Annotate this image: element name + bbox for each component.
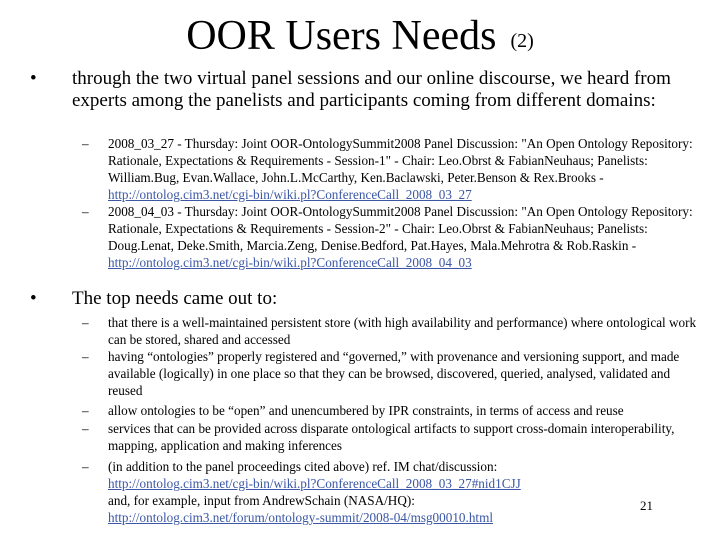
session-link[interactable]: http://ontolog.cim3.net/cgi-bin/wiki.pl?ConferenceCall_2008_03_27 (108, 187, 472, 202)
dash-marker: – (82, 459, 89, 474)
page-number: 21 (640, 498, 653, 513)
session-text: 2008_03_27 - Thursday: Joint OOR-OntologySummit2008 Panel Discussion: "An Open Ontology Repository: Rationale, Expectations & Requirements - Session-1" - Chair: Leo.Obrst & FabianNeuhaus; Panelists: William.Bug, Evan.Wallace, John.L.McCarthy, Ken.Baclawski, Peter.Benson & Rex.Brooks - (108, 136, 693, 185)
session-link[interactable]: http://ontolog.cim3.net/cgi-bin/wiki.pl?ConferenceCall_2008_04_03 (108, 255, 472, 270)
need-text: that there is a well-maintained persistent store (with high availability and performance) where ontological work can be stored, shared and accessed (108, 315, 697, 347)
im-chat-link[interactable]: http://ontolog.cim3.net/cgi-bin/wiki.pl?ConferenceCall_2008_03_27#nid1CJJ (108, 476, 521, 491)
forum-link[interactable]: http://ontolog.cim3.net/forum/ontology-summit/2008-04/msg00010.html (108, 510, 493, 525)
bullet-text: The top needs came out to: (72, 288, 278, 309)
need-text: allow ontologies to be “open” and unencumbered by IPR constraints, in terms of access and reuse (108, 403, 624, 418)
bullet-panel-sessions (30, 68, 690, 112)
bullet-text: through the two virtual panel sessions and our online discourse, we heard from experts among the panelists and participants coming from different domains: (72, 68, 671, 111)
dash-marker: – (82, 204, 89, 219)
need-item-3 (82, 402, 702, 419)
dash-marker: – (82, 315, 89, 330)
dash-marker: – (82, 136, 89, 151)
need-text: services that can be provided across disparate ontological artifacts to support cross-domain interoperability, mapping, application and making inferences (108, 421, 675, 453)
slide-title (0, 10, 720, 67)
need-item-4 (82, 420, 702, 454)
bullet-marker: • (30, 288, 37, 309)
session-item-2 (82, 203, 702, 271)
need-text-continued: and, for example, input from AndrewSchain (NASA/HQ): (108, 493, 415, 508)
need-item-1 (82, 314, 702, 348)
dash-marker: – (82, 421, 89, 436)
dash-marker: – (82, 349, 89, 364)
bullet-marker: • (30, 68, 37, 89)
need-text: (in addition to the panel proceedings cited above) ref. IM chat/discussion: (108, 459, 498, 474)
need-item-5 (82, 458, 702, 526)
need-item-2 (82, 348, 702, 399)
dash-marker: – (82, 403, 89, 418)
bullet-top-needs (30, 288, 690, 310)
session-item-1 (82, 135, 702, 203)
need-text: having “ontologies” properly registered and “governed,” with provenance and versioning support, and made available (logically) in one place so that they can be browsed, discovered, queried, analysed, validated and reused (108, 349, 680, 398)
title-sub: (2) (510, 30, 534, 52)
title-main: OOR Users Needs (186, 13, 497, 59)
session-text: 2008_04_03 - Thursday: Joint OOR-OntologySummit2008 Panel Discussion: "An Open Ontology Repository: Rationale, Expectations & Requirements - Session-2" - Chair: Leo.Obrst & FabianNeuhaus; Panelists: Doug.Lenat, Deke.Smith, Marcia.Zeng, Denise.Bedford, Pat.Hayes, Mala.Mehrotra & Rob.Raskin - (108, 204, 693, 253)
